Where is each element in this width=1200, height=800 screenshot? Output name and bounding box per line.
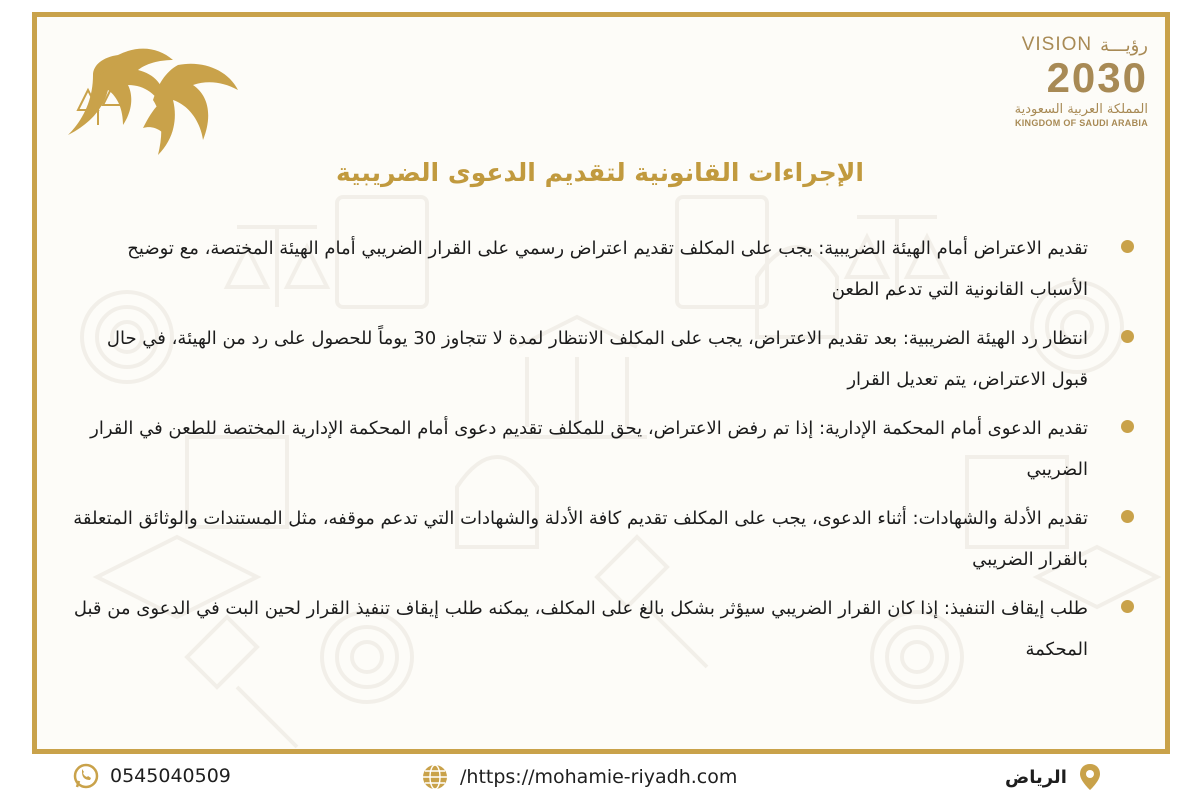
footer	[0, 754, 1200, 800]
list-item	[70, 228, 1100, 310]
list-item	[70, 408, 1100, 490]
vision-year: 2030	[1046, 54, 1148, 101]
phone-number: 0545040509	[110, 765, 231, 787]
whatsapp-icon	[72, 762, 100, 790]
procedures-list	[70, 228, 1100, 678]
bullet-icon	[1121, 330, 1134, 343]
vision-label: VISION	[1021, 34, 1093, 55]
list-item-text: انتظار رد الهيئة الضريبية: بعد تقديم الاعتراض، يجب على المكلف الانتظار لمدة لا تتجاوز 30 يوماً للحصول على رد من الهيئة، في حال قبول الاعتراض، يتم تعديل القرار	[106, 328, 1088, 390]
list-item	[70, 588, 1100, 670]
website-link: /https://mohamie-riyadh.com	[460, 766, 738, 788]
vision-2030-logo	[983, 34, 1148, 134]
bullet-icon	[1121, 420, 1134, 433]
location-pin-icon	[1077, 762, 1103, 792]
page-title: الإجراءات القانونية لتقديم الدعوى الضريبية	[336, 158, 864, 187]
footer-website[interactable]	[420, 762, 737, 792]
footer-phone[interactable]	[72, 762, 231, 790]
list-item-text: تقديم الأدلة والشهادات: أثناء الدعوى، يجب على المكلف تقديم كافة الأدلة والشهادات التي تدعم موقفه، مثل المستندات والوثائق المتعلقة بالقرار الضريبي	[73, 508, 1088, 570]
list-item-text: تقديم الدعوى أمام المحكمة الإدارية: إذا تم رفض الاعتراض، يحق للمكلف تقديم دعوى أمام المحكمة الإدارية المختصة للطعن في القرار الضريبي	[90, 418, 1088, 480]
kingdom-ar-label: المملكة العربية السعودية	[1014, 102, 1148, 117]
calligraphy-scales-logo	[58, 35, 248, 165]
bullet-icon	[1121, 240, 1134, 253]
vision-ar-label: رؤيـــة	[1100, 34, 1148, 56]
bullet-icon	[1121, 510, 1134, 523]
kingdom-en-label: KINGDOM OF SAUDI ARABIA	[1014, 118, 1148, 128]
list-item-text: طلب إيقاف التنفيذ: إذا كان القرار الضريبي سيؤثر بشكل بالغ على المكلف، يمكنه طلب إيقاف تنفيذ القرار لحين البت في الدعوى من قبل المحكمة	[73, 598, 1088, 660]
list-item	[70, 318, 1100, 400]
bullet-icon	[1121, 600, 1134, 613]
city-name: الرياض	[1005, 766, 1067, 788]
list-item	[70, 498, 1100, 580]
footer-location	[1005, 762, 1103, 792]
globe-icon	[420, 762, 450, 792]
list-item-text: تقديم الاعتراض أمام الهيئة الضريبية: يجب على المكلف تقديم اعتراض رسمي على القرار الضريبي أمام الهيئة المختصة، مع توضيح الأسباب القانونية التي تدعم الطعن	[127, 238, 1088, 300]
svg-text:محمد: محمد	[58, 35, 61, 36]
